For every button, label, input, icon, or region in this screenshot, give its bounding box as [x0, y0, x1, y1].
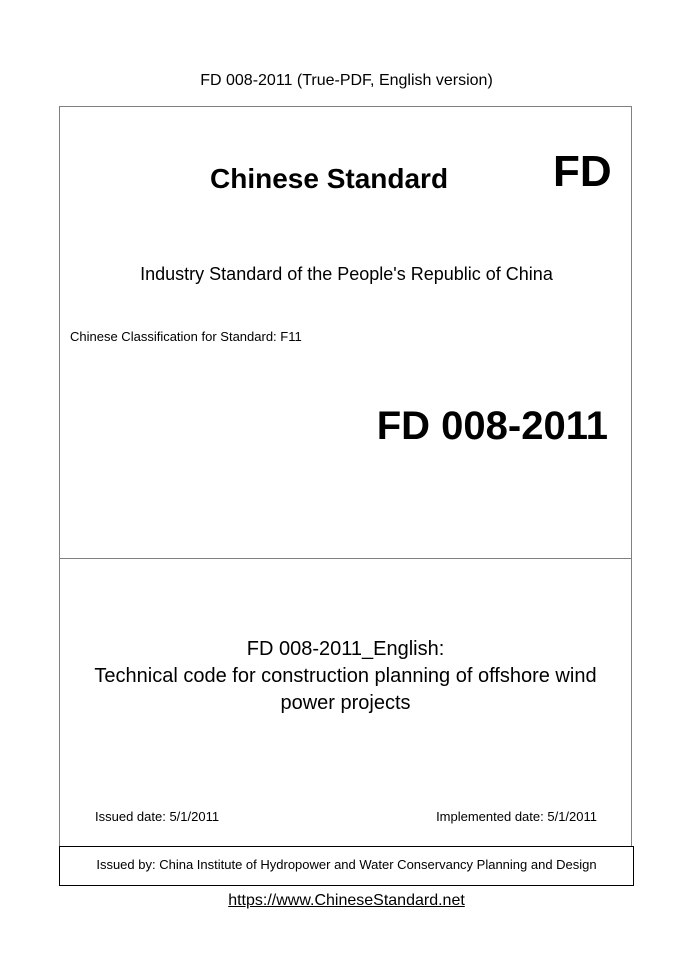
issuer-text: Issued by: China Institute of Hydropower and Water Conservancy Planning and Design [96, 857, 597, 872]
standard-title: Chinese Standard [210, 163, 449, 194]
document-title [59, 636, 632, 717]
industry-standard-label: Industry Standard of the People's Republic of China [140, 264, 553, 284]
implemented-date: Implemented date: 5/1/2011 [436, 809, 597, 824]
document-title-line-3: power projects [280, 692, 411, 714]
footer-url [0, 892, 693, 910]
issued-date: Issued date: 5/1/2011 [95, 809, 220, 824]
standard-number: FD 008-2011 [376, 404, 608, 448]
document-title-line-2: Technical code for construction planning of offshore wind [94, 665, 597, 687]
document-title-line-1: FD 008-2011_English: [246, 638, 445, 660]
page-header: FD 008-2011 (True-PDF, English version) [200, 72, 493, 89]
classification-label: Chinese Classification for Standard: F11 [70, 329, 302, 344]
website-link[interactable]: https://www.ChineseStandard.net [228, 892, 465, 909]
standard-abbreviation: FD [553, 147, 612, 196]
